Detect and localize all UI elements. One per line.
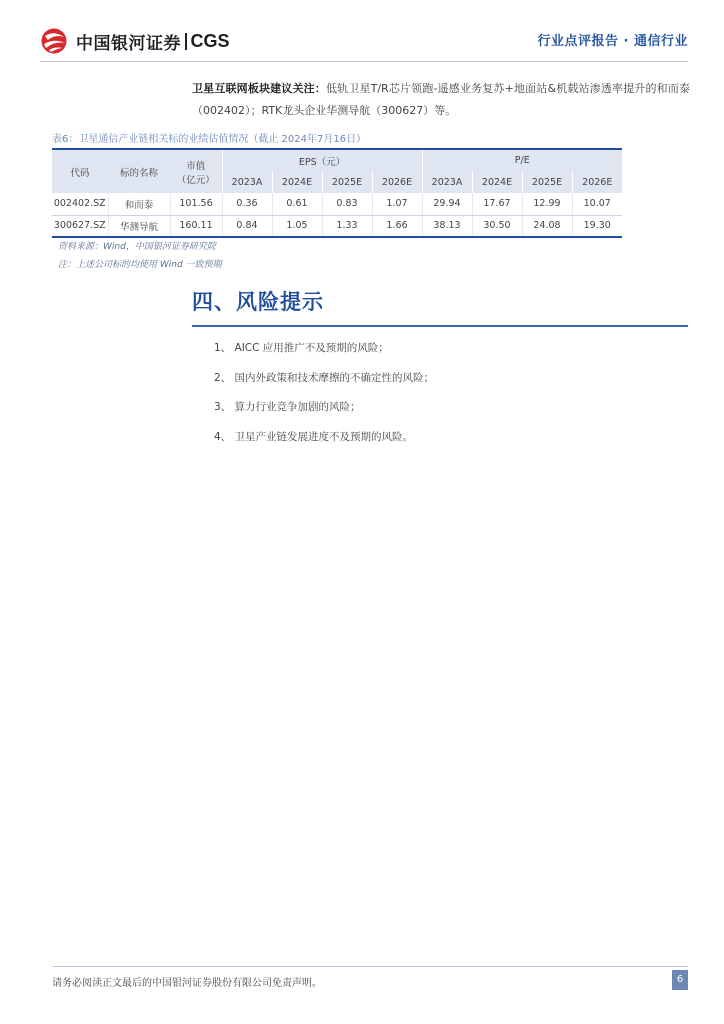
cell-eps: 0.36 [222, 193, 272, 215]
cell-pe: 30.50 [472, 215, 522, 237]
risk-item: 4、 卫星产业链发展进度不及预期的风险。 [214, 430, 414, 443]
table-note: 注：上述公司标的均使用 Wind 一致预期 [58, 260, 222, 270]
header-mktcap-line1: 市值 [186, 160, 206, 172]
header-name: 标的名称 [108, 149, 170, 193]
cell-code: 002402.SZ [52, 193, 108, 215]
header-eps-group: EPS（元） [222, 149, 422, 171]
cell-code: 300627.SZ [52, 215, 108, 237]
header-pe-year: 2024E [472, 171, 522, 193]
cell-eps: 0.61 [272, 193, 322, 215]
header-pe-year: 2025E [522, 171, 572, 193]
section-title: 四、风险提示 [192, 289, 324, 314]
cell-pe: 29.94 [422, 193, 472, 215]
company-logo [40, 27, 230, 55]
page-header [0, 0, 724, 62]
header-mktcap [170, 149, 222, 193]
cell-eps: 1.33 [322, 215, 372, 237]
header-pe-year: 2023A [422, 171, 472, 193]
footer-divider [52, 966, 688, 967]
header-eps-year: 2025E [322, 171, 372, 193]
cell-pe: 12.99 [522, 193, 572, 215]
table-row [52, 215, 622, 237]
recommendation-text: 低轨卫星T/R芯片领跑-遥感业务复苏+地面站&机载站渗透率提升的和而泰（002402）；RTK龙头企业华测导航（300627）等。 [192, 82, 690, 117]
cgs-logo-icon [40, 27, 70, 55]
header-eps-year: 2024E [272, 171, 322, 193]
cell-eps: 1.07 [372, 193, 422, 215]
logo-english-name: CGS [190, 30, 230, 51]
cell-mktcap: 101.56 [170, 193, 222, 215]
page-number: 6 [672, 970, 688, 990]
header-code: 代码 [52, 149, 108, 193]
risk-item: 3、 算力行业竞争加剧的风险； [214, 401, 361, 413]
header-divider [40, 61, 688, 62]
footer-disclaimer: 请务必阅读正文最后的中国银河证券股份有限公司免责声明。 [52, 978, 322, 989]
logo-separator [185, 33, 187, 50]
report-type-label: 行业点评报告 · 通信行业 [537, 34, 688, 49]
valuation-table [52, 148, 622, 238]
cell-pe: 10.07 [572, 193, 622, 215]
cell-eps: 1.66 [372, 215, 422, 237]
cell-mktcap: 160.11 [170, 215, 222, 237]
recommendation-lead: 卫星互联网板块建议关注： [192, 82, 326, 95]
risk-item: 1、 AICC 应用推广不及预期的风险； [214, 342, 389, 354]
cell-pe: 17.67 [472, 193, 522, 215]
header-pe-group: P/E [422, 149, 622, 171]
risk-list [214, 340, 434, 458]
logo-chinese-name: 中国银河证券 [76, 33, 181, 54]
section-divider [192, 325, 688, 327]
table-header-row [52, 149, 622, 171]
recommendation-paragraph [192, 78, 690, 122]
header-eps-year: 2026E [372, 171, 422, 193]
table-title: 表6：卫星通信产业链相关标的业绩估值情况（截止 2024年7月16日） [52, 134, 367, 145]
header-mktcap-line2: （亿元） [176, 174, 215, 186]
cell-eps: 1.05 [272, 215, 322, 237]
table-source: 资料来源：Wind，中国银河证券研究院 [58, 242, 216, 252]
cell-name: 华测导航 [108, 215, 170, 237]
cell-name: 和而泰 [108, 193, 170, 215]
header-pe-year: 2026E [572, 171, 622, 193]
cell-pe: 38.13 [422, 215, 472, 237]
cell-pe: 24.08 [522, 215, 572, 237]
cell-eps: 0.84 [222, 215, 272, 237]
header-eps-year: 2023A [222, 171, 272, 193]
risk-item: 2、 国内外政策和技术摩擦的不确定性的风险； [214, 371, 435, 384]
cell-pe: 19.30 [572, 215, 622, 237]
table-row [52, 193, 622, 215]
cell-eps: 0.83 [322, 193, 372, 215]
